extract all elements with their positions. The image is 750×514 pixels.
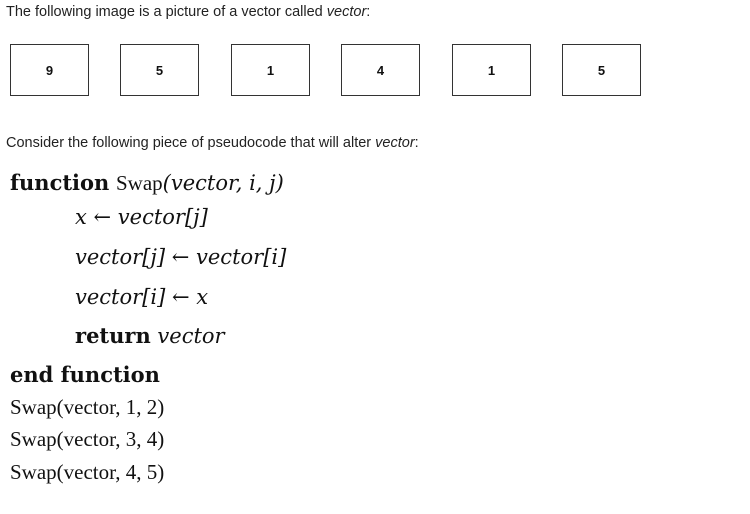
return-line	[75, 323, 225, 348]
function-name: Swap	[116, 171, 163, 195]
consider-var-name: vector	[375, 135, 415, 151]
vector-diagram	[0, 0, 750, 120]
function-signature	[10, 170, 284, 196]
end-function: end function	[10, 362, 160, 387]
return-keyword: return	[75, 323, 151, 348]
pseudocode-line: vector[i] ← x	[75, 285, 209, 309]
vector-cell: 5	[562, 44, 641, 96]
swap-call: Swap(vector, 3, 4)	[10, 427, 165, 451]
consider-prefix: Consider the following piece of pseudocode that will alter	[6, 135, 376, 151]
return-value: vector	[157, 324, 225, 348]
swap-call: Swap(vector, 4, 5)	[10, 460, 165, 484]
vector-cell: 9	[10, 44, 89, 96]
consider-suffix: :	[414, 135, 419, 151]
function-keyword: function	[10, 170, 110, 195]
pseudocode-line: x ← vector[j]	[75, 205, 208, 229]
function-params: (vector, i, j)	[162, 171, 284, 195]
intro-prefix: The following image is a picture of a vector called	[6, 4, 327, 20]
pseudocode-line: vector[j] ← vector[i]	[75, 245, 287, 269]
vector-cell: 1	[452, 44, 531, 96]
vector-cell: 4	[341, 44, 420, 96]
swap-call: Swap(vector, 1, 2)	[10, 395, 165, 419]
vector-cell: 1	[231, 44, 310, 96]
intro-var-name: vector	[326, 4, 367, 20]
intro-suffix: :	[366, 4, 371, 20]
vector-cell: 5	[120, 44, 199, 96]
consider-text	[6, 133, 419, 153]
